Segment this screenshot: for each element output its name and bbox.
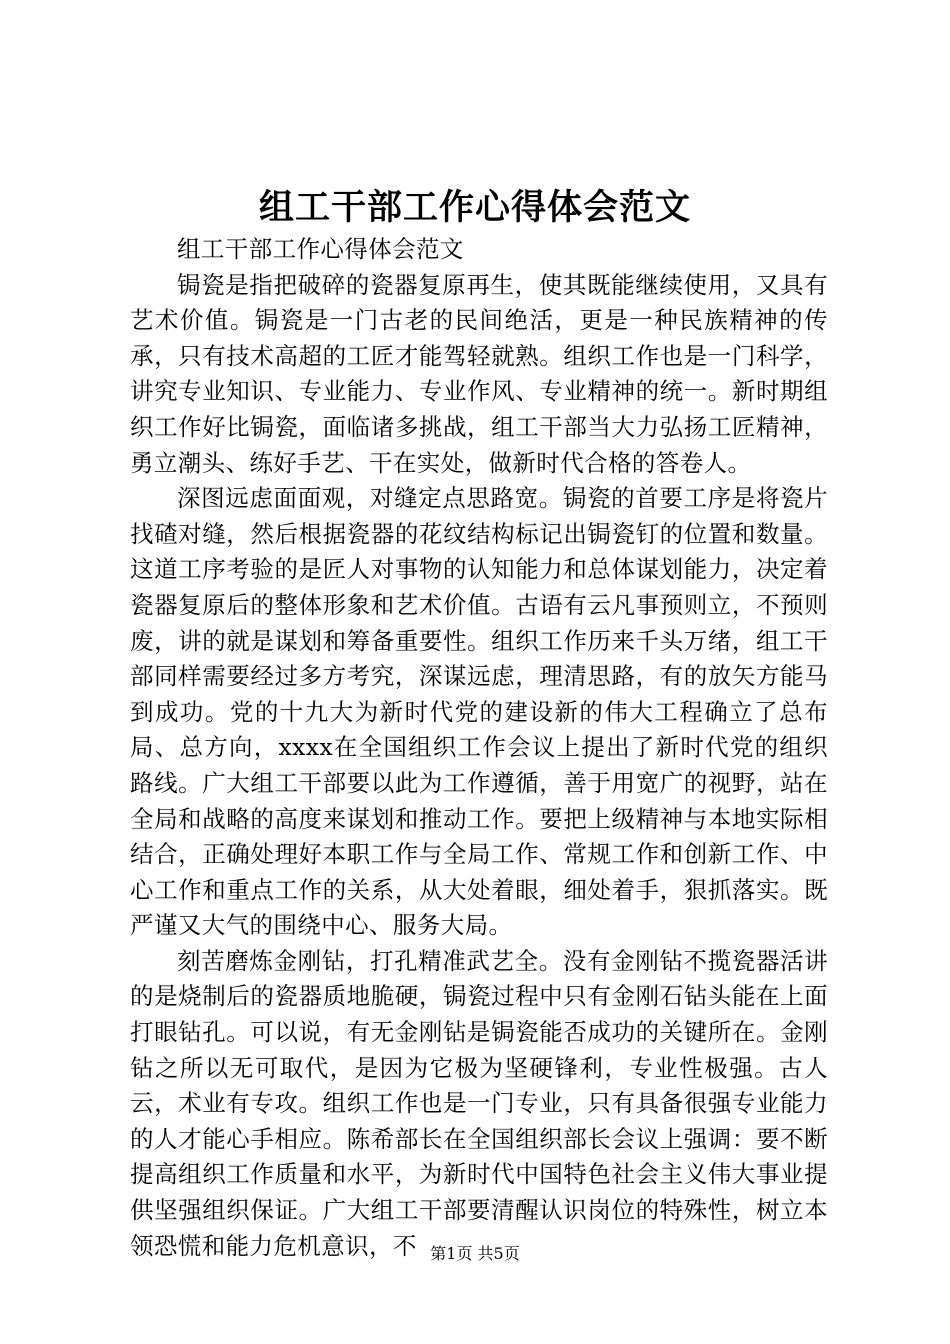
page-number-footer: 第1页 共5页 (430, 1244, 520, 1263)
paragraph-intro: 锔瓷是指把破碎的瓷器复原再生，使其既能继续使用，又具有艺术价值。锔瓷是一门古老的民间绝活，更是一种民族精神的传承，只有技术高超的工匠才能驾轻就熟。组织工作也是一门科学，讲究专业知识、专业能力、专业作风、专业精神的统一。新时期组织工作好比锔瓷，面临诸多挑战，组工干部当大力弘扬工匠精神，勇立潮头、练好手艺、干在实处，做新时代合格的答卷人。 (130, 270, 828, 477)
paragraph-subtitle: 组工干部工作心得体会范文 (177, 235, 464, 263)
document-title: 组工干部工作心得体会范文 (258, 187, 691, 228)
paragraph-skill: 刻苦磨炼金刚钻，打孔精准武艺全。没有金刚钻不揽瓷器活讲的是烧制后的瓷器质地脆硬，锔瓷过程中只有金刚石钻头能在上面打眼钻孔。可以说，有无金刚钻是锔瓷能否成功的关键所在。金刚钻之所以无可取代，是因为它极为坚硬锋利，专业性极强。古人云，术业有专攻。组织工作也是一门专业，只有具备很强专业能力的人才能心手相应。陈希部长在全国组织部长会议上强调：要不断提高组织工作质量和水平，为新时代中国特色社会主义伟大事业提供坚强组织保证。广大组工干部要清醒认识岗位的特殊性，树立本领恐慌和能力危机意识，不 (130, 946, 828, 1260)
paragraph-planning: 深图远虑面面观，对缝定点思路宽。锔瓷的首要工序是将瓷片找碴对缝，然后根据瓷器的花纹结构标记出锔瓷钉的位置和数量。这道工序考验的是匠人对事物的认知能力和总体谋划能力，决定着瓷器复原后的整体形象和艺术价值。古语有云凡事预则立，不预则废，讲的就是谋划和筹备重要性。组织工作历来千头万绪，组工干部同样需要经过多方考究，深谋远虑，理清思路，有的放矢方能马到成功。党的十九大为新时代党的建设新的伟大工程确立了总布局、总方向，xxxx在全国组织工作会议上提出了新时代党的组织路线。广大组工干部要以此为工作遵循，善于用宽广的视野，站在全局和战略的高度来谋划和推动工作。要把上级精神与本地实际相结合，正确处理好本职工作与全局工作、常规工作和创新工作、中心工作和重点工作的关系，从大处着眼，细处着手，狠抓落实。既严谨又大气的围绕中心、服务大局。 (130, 484, 828, 940)
document-body (130, 232, 828, 1264)
